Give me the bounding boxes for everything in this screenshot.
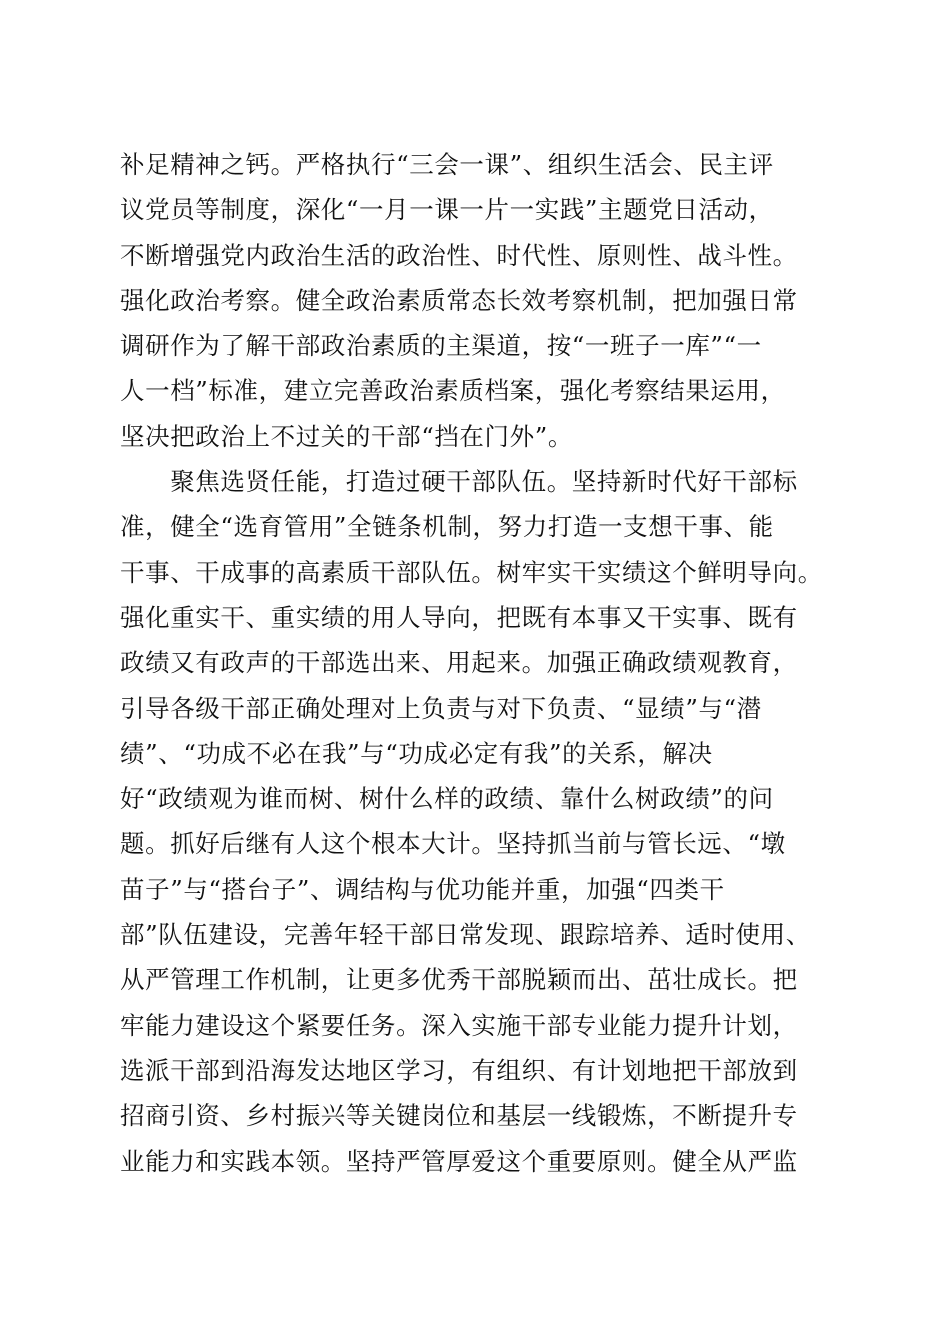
text-line: 政绩又有政声的干部选出来、用起来。加强正确政绩观教育，: [120, 648, 798, 678]
text-line: 引导各级干部正确处理对上负责与对下负责、“显绩”与“潜: [120, 693, 762, 723]
text-line: 坚决把政治上不过关的干部“挡在门外”。: [120, 421, 573, 451]
text-line: 牢能力建设这个紧要任务。深入实施干部专业能力提升计划，: [120, 1010, 798, 1040]
text-line: 干事、干成事的高素质干部队伍。树牢实干实绩这个鲜明导向。: [120, 557, 823, 587]
text-line: 绩”、“功成不必在我”与“功成必定有我”的关系，解决: [120, 738, 713, 768]
text-line: 准，健全“选育管用”全链条机制，努力打造一支想干事、能: [120, 512, 774, 542]
text-line: 人一档”标准，建立完善政治素质档案，强化考察结果运用，: [120, 376, 786, 406]
text-line: 选派干部到沿海发达地区学习，有组织、有计划地把干部放到: [120, 1055, 798, 1085]
text-line: 好“政绩观为谁而树、树什么样的政绩、靠什么树政绩”的问: [120, 784, 774, 814]
text-line: 题。抓好后继有人这个根本大计。坚持抓当前与管长远、“墩: [120, 829, 786, 859]
text-line: 业能力和实践本领。坚持严管厚爱这个重要原则。健全从严监: [120, 1146, 798, 1176]
paragraph-start-line: 聚焦选贤任能，打造过硬干部队伍。坚持新时代好干部标: [120, 467, 798, 497]
text-line: 强化重实干、重实绩的用人导向，把既有本事又干实事、既有: [120, 602, 798, 632]
text-line: 补足精神之钙。严格执行“三会一课”、组织生活会、民主评: [120, 150, 774, 179]
text-line: 强化政治考察。健全政治素质常态长效考察机制，把加强日常: [120, 285, 798, 315]
body-text: [120, 142, 840, 1184]
text-line: 调研作为了解干部政治素质的主渠道，按“一班子一库”“一: [120, 331, 762, 361]
text-line: 苗子”与“搭台子”、调结构与优功能并重，加强“四类干: [120, 874, 725, 904]
text-line: 部”队伍建设，完善年轻干部日常发现、跟踪培养、适时使用、: [120, 920, 811, 950]
text-line: 不断增强党内政治生活的政治性、时代性、原则性、战斗性。: [120, 240, 798, 270]
text-line: 招商引资、乡村振兴等关键岗位和基层一线锻炼，不断提升专: [120, 1101, 798, 1131]
text-line: 议党员等制度，深化“一月一课一片一实践”主题党日活动，: [120, 195, 774, 225]
text-line: 从严管理工作机制，让更多优秀干部脱颖而出、茁壮成长。把: [120, 965, 798, 995]
